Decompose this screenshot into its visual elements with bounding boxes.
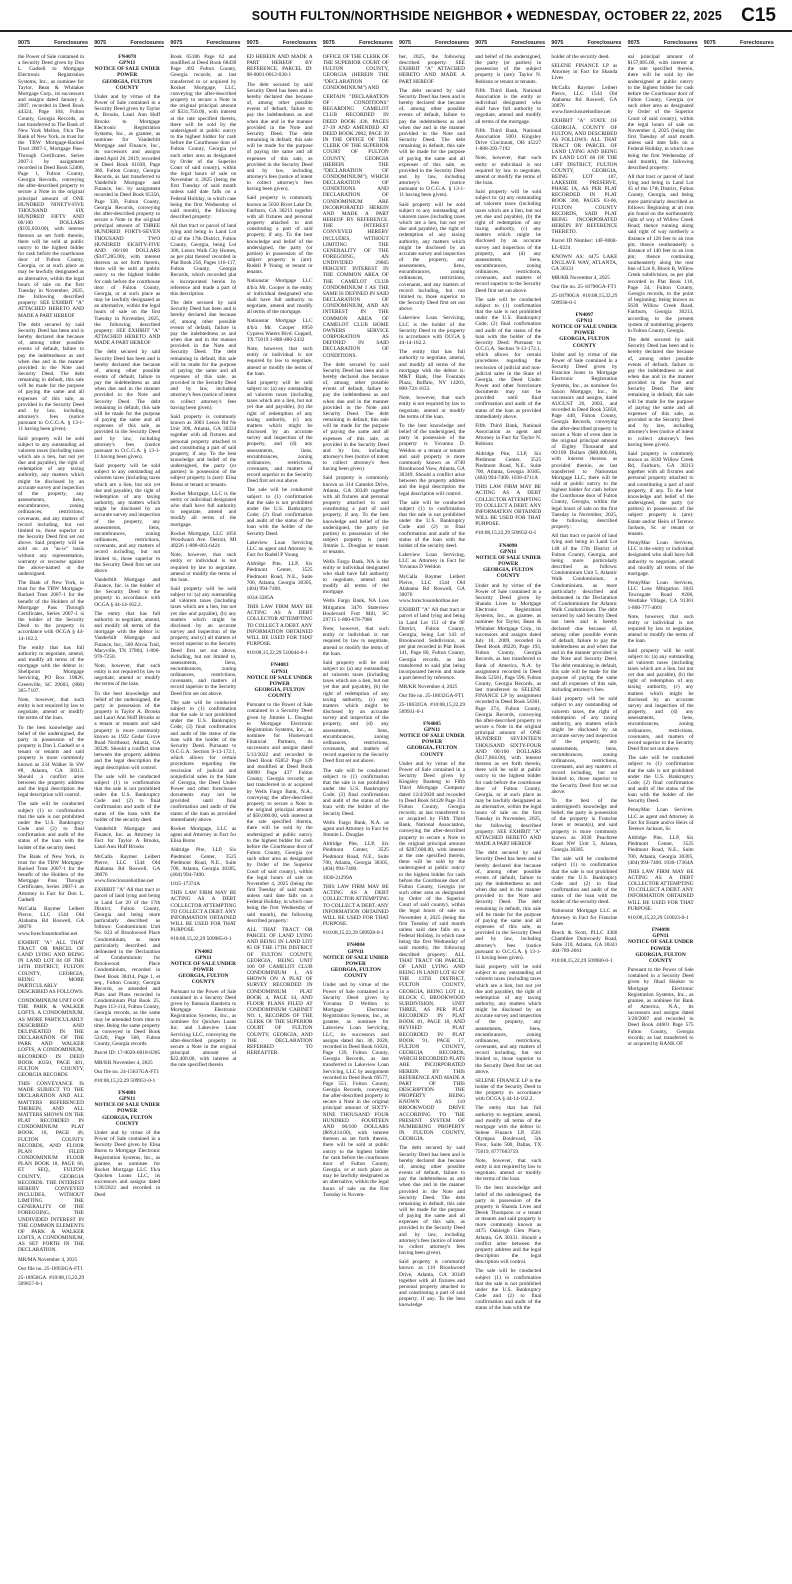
notice-paragraph: Aldridge Pite, LLP, Six Piedmont Center, 3525 Piedmont Road, N.E., Suite 700, Atlanta, Georgia 30305, (404) 994-7400. 1038-4711A xyxy=(475,450,542,482)
column-header xyxy=(94,40,164,47)
notice-heading-line: FN4078 xyxy=(118,54,137,60)
legal-notice-columns xyxy=(18,54,778,1574)
notice-heading-line: GPN11 xyxy=(423,726,441,733)
notice-paragraph: Nationstar Mortgage LLC as Attorney in Fact for Francine Jones xyxy=(551,908,618,927)
notice-paragraph: the Power of Sale contained in a Security Deed given by Don L. Gadsell to Mortgage Electronic Registration Systems, Inc., as nominee for Taylor, Bean & Whitaker Mortgage Corp., its successors and assigns dated January 4, 2007, recorded in Deed Book 44324, Page 104, Fulton County, Georgia Records, as last transferred to The Bank of New York Mellon, f/k/a The Bank of New York, in trust for the TBW Mortgage-Backed Trust 2007-1, Mortgage Pass-Through Certificates, Series 2007-1 by assignment recorded in Deed Book 52406, Page 1, Fulton County, Georgia Records, conveying the after-described property to secure a Note in the original principal amount of ONE HUNDRED NINETY-FIVE THOUSAND SIX HUNDRED FIFTY AND 00/100 DOLLARS ($195,650.00), with interest thereon as set forth therein, there will be sold at public outcry to the highest bidder for cash before the courthouse door of Fulton County, Georgia, or at such place as may be lawfully designated as an alternative, within the legal hours of sale on the first Tuesday in November, 2025, the following described property: SEE EXHIBIT "A" ATTACHED HERETO AND MADE A PART HEREOF xyxy=(18,54,84,319)
notice-paragraph: Aldridge Pite, LLP, Six Piedmont Center, 3525 Piedmont Road, N.E., Suite 700, Atlanta, Georgia 30305, (404) 994-7400. 1030-17364A xyxy=(627,835,694,866)
notice-heading-line: FN4081 xyxy=(118,1090,137,1096)
notice-paragraph: #10:08,15,22,29 509980-0-1 xyxy=(551,957,613,964)
section-label: Foreclosures xyxy=(54,40,88,46)
legal-notice xyxy=(170,54,236,943)
notice-paragraph: Note, however, that such entity or individual is not required by law to negotiate, amend or modify the terms of the loan. xyxy=(170,552,237,583)
section-number: 9075 xyxy=(322,40,335,46)
notice-heading xyxy=(247,662,313,699)
section-number: 9075 xyxy=(551,40,564,46)
notice-paragraph: The sale will be conducted subject (1) to confirmation that the sale is not prohibited under the U.S. Bankruptcy Code and (2) to final confirmation and audit of the status of the loan with the holder of the security deed. xyxy=(18,801,84,851)
notice-paragraph: Note, however, that such entity is not required by law to negotiate, amend or modify the terms of the loan. xyxy=(18,696,84,722)
section-number: 9075 xyxy=(703,40,716,46)
notice-paragraph: Said property will be sold subject to: (a) any outstanding ad valorem taxes (including taxes which are a lien, but not yet due and payable), (b) the right of redemption of any taxing authority, (c) any matters which might be disclosed by an accurate survey and inspection of the property, and (d) any assessments, liens, encumbrances, zoning ordinances, restrictions, covenants, and matters of record superior to the Security Deed first set out above. xyxy=(246,379,313,485)
notice-paragraph: Said property will be sold subject to: (a) any outstanding ad valorem taxes (including taxes which are a lien, but not yet due and payable), (b) the right of redemption of any taxing authority, (c) any matters which might be disclosed by an accurate survey and inspection of the property, and (d) any assessments, liens, encumbrances, zoning ordinances, restrictions, covenants, and matters of record superior to the Security Deed first set out above. xyxy=(627,647,694,753)
notice-paragraph: and belief of the undersigned, the party (or parties) in possession of the subject property is (are): Taylor N. Robison or tenant or tenants. xyxy=(475,54,542,85)
notice-heading xyxy=(628,927,694,964)
notice-paragraph: The sale will be conducted subject to (1) confirmation that the sale is not prohibited under the U.S. Bankruptcy Code; (2) final confirmation and audit of the status of the loan with the holder of the Security Deed. xyxy=(246,487,313,537)
section-number: 9075 xyxy=(18,40,30,46)
notice-paragraph: #10:08,15,22,29 510044-0-1 xyxy=(246,650,308,657)
notice-paragraph: Fifth Third Bank, National Association is the entity or individual designated who shall have full authority to negotiate, amend and modify all terms of the mortgage. xyxy=(475,87,542,125)
notice-paragraph: Vanderbilt Mortgage and Finance, Inc. as Attorney in Fact for Taylor A Brooks, Lauri Ann Huff Brooks xyxy=(94,825,161,851)
notice-paragraph: The debt secured by said Security Deed has been and is hereby declared due because of, among other possible events of default, failure to pay the indebtedness as and when due and in the manner provided in the Note and Security Deed. The debt remaining in default, this sale will be made for the purpose of paying the same and all expenses of this sale, as provided in the Security Deed and by law, including attorney's fees (notice of intent to collect attorney's fees having been given). xyxy=(399,1145,465,1257)
section-label: Foreclosures xyxy=(587,40,622,46)
notice-heading-line: GEORGIA, FULTON COUNTY xyxy=(483,567,534,580)
notice-paragraph: Fifth Third Bank, National Association as agent and Attorney in Fact for Taylor N. Robison xyxy=(475,422,542,448)
notice-paragraph: #10:08,15,22,29 509928-0-1 xyxy=(322,930,384,937)
section-label: Foreclosures xyxy=(663,40,698,46)
notice-column xyxy=(18,54,84,1574)
notice-paragraph: THIS CONVEYANCE IS MADE SUBJECT TO THE DECLARATION AND ALL MATTERS REFERENCED THEREIN, AND ALL MATTERS SHOWN ON THE PLAT RECORDED IN CONDOMINIUM PLAT BOOK 18, PAGE 46, FULTON COUNTY RECORDS, AND FLOOR PLAN FILED CONDOMINIUM FLOOR PLAN BOOK 18, PAGE 66, ET SEQ., FULTON COUNTY, GEORGIA RECORDS. THE INTEREST HEREBY CONVEYED INCLUDES, WITHOUT LIMITING THE GENERALITY OF THE FOREGOING, THE UNDIVIDED INTEREST IN THE COMMON ELEMENTS OF PARK & WALKER LOFTS, A CONDOMINIUM, AS SET FORTH IN THE DECLARATION. xyxy=(18,1081,84,1254)
column-header xyxy=(551,40,621,47)
notice-paragraph: All that tract or parcel of land lying and being in Land Lot 42 of the 17th District, Fulton County, Georgia, being Lot 306, Lenox Walk City Homes, as per plat thereof recorded in Plat Book 256, Pages 116-117, Fulton County, Georgia Records, which recorded plat is incorporated herein by reference and made a part of this description. xyxy=(170,223,237,297)
notice-paragraph: SELENE FINANCE LP as Attorney in Fact for Shanda Lives xyxy=(551,63,618,82)
notice-paragraph: McCalla Raymer Leibert Pierce, LLC 1544 Old Alabama Rd Roswell, GA 30076 www.foreclosurehotline.net xyxy=(551,84,618,116)
notice-heading-line: GPN11 xyxy=(652,933,669,940)
notice-heading-line: GPN11 xyxy=(119,60,136,67)
notice-paragraph: 1030-21299A xyxy=(322,875,353,881)
notice-paragraph: EXHIBIT "A" All that tract or parcel of land lying and being in Land Lot 20 of the 17th District, Fulton County, Georgia and being more particularly described as follows: Condominium Unit No. 623 of Brookwood Place Condominium, as more particularly described and delineated in the Declaration of Condominium for Brookwood Place Condominium, recorded in Deed Book 38414, Page 1, et seq., Fulton County, Georgia Records, as amended and Plats and Plans recorded in Condominium Plat Book 25, Pages 113-114, Fulton County, Georgia records, as the same may be amended from time to time. Being the same property as conveyed in Deed Book 52420, Page 566, Fulton County, Georgia records. xyxy=(94,887,161,1048)
notice-heading-line: FN4082 xyxy=(194,948,213,955)
notice-paragraph: The debt secured by said Security Deed has been and is hereby declared due because of, among other possible events of default, failure to pay the indebtedness as and when due and in the manner provided in the Note and Security Deed. The debt remaining in default, this sale will be made for the purpose of paying the same and all expenses of this sale, as provided in the Security Deed and by law, including attorney's fees (notice of intent to collect attorney's fees having been given). xyxy=(246,81,313,193)
column-header xyxy=(323,40,393,47)
notice-column xyxy=(323,54,389,1574)
notice-paragraph: Lakeview Loan Servicing, LLC as Attorney in Fact for Yovanna D Weldon xyxy=(399,552,465,571)
section-label: Foreclosures xyxy=(739,40,774,46)
notice-paragraph: The sale will be conducted subject (1) to confirmation that the sale is not prohibited under the U.S. Bankruptcy Code and (2) to final confirmation and audit of the status of the loan with the holder of the security deed. xyxy=(551,856,618,906)
notice-paragraph: #10:08,15,22,29 509985-0-1 xyxy=(170,936,232,943)
notice-paragraph: The sale will be conducted subject to (1) confirmation that the sale is not prohibited under the U.S. Bankruptcy Code; (2) final confirmation and audit of the status of the loan with the holder of the Security Deed. Pursuant to O.C.G.A. Section 9-13-172.1, which allows for certain procedures regarding the rescission of judicial and non-judicial sales in the State of Georgia, the Deed Under Power and other foreclosure documents may not be provided until final confirmation and audit of the status of the loan as provided immediately above. xyxy=(475,296,542,420)
notice-column xyxy=(247,54,313,1574)
notice-paragraph: Under and by virtue of the Power of Sale contained in a Security Deed given by Kingsley Boateng to Fifth Third Mortgage Company dated 12/4/2020 and recorded in Deed Book 64128 Page 314 Fulton County, Georgia records; as last transferred to or acquired by Fifth Third Bank, National Association, conveying the after-described property to secure a Note in the original principal amount of $287,600.00, with interest at the rate specified therein, there will be sold by the undersigned at public outcry to the highest bidder for cash before the Courthouse door of Fulton County, Georgia (or such other area as designated by Order of the Superior Court of said county), within the legal hours of sale on November 4, 2025 (being the first Tuesday of said month unless said date falls on a Federal Holiday, in which case being the first Wednesday of said month), the following described property: ALL THAT TRACT OR PARCEL OF LAND LYING AND BEING IN LAND LOT 82 OF THE 13TH DISTRICT, FULTON COUNTY, GEORGIA, BEING LOT 14, BLOCK C, BROOKWOOD SUBDIVISION, UNIT THREE, AS PER PLAT RECORDED IN PLAT BOOK 81, PAGE 18, AND REVISED PLAT RECORDED IN PLAT BOOK 91, PAGE 17, FULTON COUNTY, GEORGIA RECORDS, WHICH RECORDED PLATS ARE INCORPORATED HEREIN BY THIS REFERENCE AND MADE A PART OF THIS DESCRIPTION. THE PROPERTY BEING KNOWN AS 110 BROOKWOOD DRIVE ACCORDING TO THE PRESENT SYSTEM OF NUMBERING PROPERTY IN FULTON COUNTY, GEORGIA. xyxy=(399,760,465,1143)
notice-paragraph: Wells Fargo Bank, NA Loss Mitigation 3476 Stateview Boulevard Fort Mill, SC 29715 1-800-678-7986 xyxy=(322,598,389,623)
notice-paragraph: nal principal amount of $157,085.00, with interest at the rate specified therein, there will be sold by the undersigned at public outcry to the highest bidder for cash before the Courthouse door of Fulton County, Georgia (or such other area as designated by Order of the Superior Court of said county), within the legal hours of sale on November 4, 2025 (being the first Tuesday of said month unless said date falls on a Federal Holiday, in which case being the first Wednesday of said month), the following described property: xyxy=(627,54,694,171)
notice-paragraph: Nationstar Mortgage LLC d/b/a Mr. Cooper 8950 Cypress Waters Blvd. Coppell, TX 75019 1-888-480-2432 xyxy=(246,318,313,343)
notice-paragraph: PennyMac Loan Services, LLC Loss Mitigation 3043 Townsgate Road #200, Westlake Village, CA 91361 1-800-777-4001 xyxy=(627,579,694,611)
column-headers xyxy=(18,40,778,50)
notice-paragraph: Rocket Mortgage, LLC is the entity or individual designated who shall have full authority to negotiate, amend and modify all terms of the mortgage. xyxy=(170,490,237,528)
notice-heading-line: GEORGIA, FULTON COUNTY xyxy=(254,687,305,700)
notice-paragraph: 25-18950GA #10:08,15,22,29 509857-0-1 xyxy=(18,1274,84,1287)
notice-paragraph: Said property will be sold subject to any outstanding ad valorem taxes (including taxes which are a lien, but not yet due and payable), the right of redemption of any taxing authority, any matters which might be disclosed by an accurate survey and inspection of the property, any assessments, liens, encumbrances, zoning ordinances, restrictions, covenants, and any matters of record including, but not limited to, those superior to the Security Deed first set out above. xyxy=(475,964,542,1075)
notice-column xyxy=(475,54,541,1574)
notice-paragraph: THIS LAW FIRM MAY BE ACTING AS A DEBT COLLECTOR ATTEMPTING TO COLLECT A DEBT. ANY INFORMATION OBTAINED WILL BE USED FOR THAT PURPOSE. xyxy=(170,890,237,934)
section-label: Foreclosures xyxy=(206,40,241,46)
notice-paragraph: The Bank of New York, in trust for the TBW Mortgage-Backed Trust 2007-1 for the benefit of the Holders of the Mortgage Pass Through Certificates, Series 2007-1 as Attorney in Fact for Don L. Gadsell xyxy=(18,853,84,903)
notice-heading xyxy=(399,721,465,758)
notice-paragraph: The Bank of New York, in trust for the TBW Mortgage-Backed Trust 2007-1 for the benefit of the Holders of the Mortgage Pass Through Certificates, Series 2007-1 is the holder of the Security Deed to the property in accordance with OCGA § 44-14-162.2. xyxy=(18,580,84,642)
section-number: 9075 xyxy=(246,40,259,46)
notice-paragraph: Note, however, that such entity or individual is not required by law to negotiate, amend or modify the terms of the loan. xyxy=(627,613,694,645)
notice-paragraph: Said property is commonly known as 110 Brookwood Drive, Atlanta, GA 30349 together with all fixtures and personal property attached to and constituting a part of said property, if any. To the best knowledge xyxy=(399,1259,465,1309)
notice-heading-line: NOTICE OF SALE UNDER POWER xyxy=(551,324,618,337)
notice-heading-line: NOTICE OF SALE UNDER POWER xyxy=(323,954,389,967)
notice-heading-line: FN4083 xyxy=(270,662,289,669)
notice-paragraph: Wells Fargo Bank, NA is the entity or individual designated who shall have full authority to negotiate, amend and modify all terms of the mortgage. xyxy=(322,558,389,596)
notice-paragraph: Under and by virtue of the Power of Sale contained in a Security Deed given by Taylor A. Brooks, Lauri Ann Huff Brooks to Mortgage Electronic Registration Systems, Inc., as grantee, as nominee for Vanderbilt Mortgage and Finance, Inc., its successors and assigns dated April 26, 2019, recorded in Deed Book 61038, Page 366, Fulton County, Georgia Records, as last transferred to Vanderbilt Mortgage and Finance, Inc. by assignment recorded in Deed Book 65356, Page 338, Fulton County, Georgia Records, conveying the after-described property to secure a Note in the original principal amount of THREE HUNDRED FORTY-SEVEN THOUSAND TWO HUNDRED EIGHTY-FIVE AND 00/100 DOLLARS ($347,285.00), with interest thereon as set forth therein, there will be sold at public outcry to the highest bidder for cash before the courthouse door of Fulton County, Georgia, or at such place as may be lawfully designated as an alternative, within the legal hours of sale on the first Tuesday in November, 2025, the following described property: SEE EXHIBIT "A" ATTACHED HERETO AND MADE A PART HEREOF xyxy=(94,93,161,347)
notice-paragraph: Wells Fargo Bank, N.A. as agent and Attorney in Fact for Jimmie L. Douglas xyxy=(322,819,389,839)
notice-paragraph: The sale will be conducted subject to (1) confirmation that the sale is not prohibited under the U.S. Bankruptcy Code; (2) final confirmation and audit of the status of the loan with the holder of the Security Deed. xyxy=(627,755,694,805)
notice-paragraph: To the best knowledge and belief of the undersigned, the party in possession of the property is Yovanna D. Weldon or a tenant or tenants and said property is more commonly known as 4740 Brookwood View, Atlanta, GA 30349. Should a conflict arise between the property address and the legal description the legal description will control. xyxy=(399,422,465,497)
notice-paragraph: Brock & Scott, PLLC 4360 Chamblee Dunwoody Road, Suite 310, Atlanta, GA 30341 404-789-2661 xyxy=(551,929,618,955)
notice-heading-line: NOTICE OF SALE UNDER POWER xyxy=(627,939,694,952)
section-label: Foreclosures xyxy=(358,40,393,46)
notice-paragraph: The entity that has full authority to negotiate, amend, and modify all terms of the mortgage with the debtor is: Selene Finance LP, 3501 Olympus Boulevard, 5th Floor, Suite 500, Dallas, TX 75019, 8777683759. xyxy=(475,1105,542,1155)
notice-heading-line: GPN11 xyxy=(500,548,517,555)
notice-paragraph: Said property is commonly known as 5630 Willow Creek Rd, Fairburn, GA 30213 together with all fixtures and personal property attached to and constituting a part of said property, if any. To the best knowledge and belief of the undersigned, the party (or parties) in possession of the subject property is (are): Estate and/or Heirs of Terence Jackson, Sr. or tenant or tenants. xyxy=(627,450,694,537)
notice-heading-line: FN4085 xyxy=(423,720,441,727)
notice-paragraph: PennyMac Loan Services, LLC as agent and Attorney in Fact for Estate and/or Heirs of Terence Jackson, Sr. xyxy=(627,807,694,832)
notice-paragraph: KNOWN AS: 4475 LAKE ENCLAVE WAY, ATLANTA, GA 30331 xyxy=(551,253,618,272)
notice-heading-line: GPN11 xyxy=(271,668,288,675)
notice-paragraph: Under and by virtue of the Power of Sale contained in a Security Deed given by Yovanna D Weldon to Mortgage Electronic Registration Systems, Inc., as grantee, as nominee for Lakeview Loan Servicing, LLC, its successors and assigns dated Jan. 30, 2020, recorded in Deed Book 61024, Page 139, Fulton County, Georgia Records, as last transferred to Lakeview Loan Servicing, LLC by assignment recorded in Deed Book 69577, Page 551, Fulton County, Georgia Records, conveying the after-described property to secure a Note in the original principal amount of SIXTY-NINE THOUSAND FOUR HUNDRED FOURTEEN AND 00/100 DOLLARS ($69,414.00), with interest thereon as set forth therein, there will be sold at public outcry to the highest bidder for cash before the courthouse door of Fulton County, Georgia, or at such place as may be lawfully designated as an alternative, within the legal hours of sale on the first Tuesday in Novem- xyxy=(322,982,389,1198)
notice-heading-line: FN4097 xyxy=(575,311,594,318)
notice-heading xyxy=(551,312,617,349)
section-number: 9075 xyxy=(399,40,411,46)
notice-heading-line: GEORGIA, FULTON COUNTY xyxy=(102,78,153,91)
notice-paragraph: To the best knowledge and belief of the undersigned, the party in possession of the property is Taylor A. Brooks and Lauri Ann Huff Brooks or a tenant or tenants and said property is more commonly known as 1922 Cedar Grove Road Northeast, Atlanta, GA 30328. Should a conflict arise between the property address and the legal description the legal description will control. xyxy=(94,690,161,771)
notice-paragraph: CERTAIN "DECLARATION OF CONDITIONS" REGARDING CAMELOT CLUB RECORDED IN DEED BOOK 436, PAGES 27-39 AND AMENDED AT DEED BOOK 2082, PAGE 39 IN THE OFFICE OF THE CLERK OF THE SUPERIOR COURT OF FULTON COUNTY, GEORGIA (HEREIN THE "DECLARATION OF CONDOMINIUM"), WHICH DECLARATION OF CONDITIONS AND DECLARATION OF CONDOMINIUM ARE INCORPORATED HEREIN AND MADE A PART HEREOF BY REFERENCE. THE INTEREST CONVEYED HEREBY INCLUDES, WITHOUT LIMITING THE GENERALITY OF THE FOREGOING, AN UNDIVIDED 29665 PERCENT INTEREST IN THE COMMON AREA OF THE CAMELOT CLUB CONDOMINIUM I AS THE SAME IS DEFINED IN SAID DECLARATION OF CONDOMINIUM, AND AN INTEREST IN THE COMMON AREA OF CAMELOT CLUB HOME OWNERS SERVICE CORPORATION AS DEFINED IN SAID DECLARATION OF CONDITIONS. xyxy=(322,93,389,359)
section-label: Foreclosures xyxy=(511,40,546,46)
notice-paragraph: Note, however, that such entity or individual is not required by law to negotiate, amend or modify the terms of the loan. xyxy=(246,346,313,377)
notice-paragraph: The debt secured by said Security Deed has been and is hereby declared due because of, among other possible events of default, failure to pay the indebtedness as and when due and in the manner provided in the Note and Security Deed. The debt remaining in default, this sale will be made for the purpose of paying the same and all expenses of this sale, as provided in the Security Deed and by law, including attorney's fees (notice of intent to collect attorney's fees having been given). xyxy=(170,300,237,411)
legal-notice xyxy=(399,721,465,1309)
legal-notice xyxy=(247,662,313,1056)
notice-column xyxy=(399,54,465,1574)
section-number: 9075 xyxy=(627,40,640,46)
notice-paragraph: The sale will be conducted subject (1) to confirmation that the sale is not prohibited under the U.S. Bankruptcy Code and (2) to final confirmation and audit of the status of the loan with the holder of the security deed. xyxy=(399,499,465,549)
notice-paragraph: McCalla Raymer Leibert Pierce, LLC 1544 Old Alabama Rd Roswell, GA 30076 www.foreclosurehotline.net xyxy=(399,573,465,605)
notice-column xyxy=(170,54,236,1574)
notice-paragraph: Note, however, that such entity is not required by law to negotiate, amend or modify the terms of the loan. xyxy=(94,663,161,688)
notice-paragraph: Parcel ID Number: 14F-0068-LL-0224 xyxy=(551,238,618,251)
section-number: 9075 xyxy=(475,40,488,46)
notice-paragraph: Note, however, that such entity is not required by law to negotiate, amend or modify the terms of the loan. xyxy=(475,1157,542,1183)
legal-notice xyxy=(18,54,84,1287)
notice-paragraph: Our file no. 24-15637GA-FT1 xyxy=(94,1068,160,1075)
legal-notice xyxy=(170,949,236,1069)
notice-paragraph: 25-18790GA #10:08,15,22,29 509936-0-1 xyxy=(551,293,618,306)
notice-heading xyxy=(94,54,160,91)
notice-paragraph: SELENE FINANCE LP is the holder of the Security Deed to the property in accordance with OCGA § 44-14-162.2. xyxy=(475,1077,542,1103)
column-header xyxy=(399,40,469,47)
notice-paragraph: MR/MA November 4, 2025 xyxy=(18,1256,78,1263)
notice-heading-line: NOTICE OF SALE UNDER POWER xyxy=(170,960,237,974)
notice-paragraph: ALL THAT TRACT OR PARCEL OF LAND LYING AND BEING IN LAND LOT 85 OF THE 17TH DISTRICT OF FULTON COUNTY, GEORGIA, BEING UNIT 106 OF CAMELOT CLUB CONDOMINIUM I, AS SHOWN ON A PLAT OF SURVEY RECORDED IN CONDOMINIUM PLAT BOOK 4, PAGE 34, AND FLOOR PLANS FILED AT CONDOMINIUM CABINET NO. 1, RECORDS OF THE CLERK OF THE SUPERIOR COURT OF FULTON COUNTY, GEORGIA, AND THE DECLARATION REFERRED TO HEREAFTER. xyxy=(246,926,313,1057)
notice-paragraph: 1015-17374A xyxy=(170,881,201,888)
column-header xyxy=(170,40,240,47)
column-header xyxy=(704,40,774,47)
notice-heading xyxy=(94,1090,160,1127)
section-label: Foreclosures xyxy=(130,40,165,46)
notice-paragraph: Pursuant to the Power of Sale contained in a Security Deed given by Ilamaria Bandeira to Mortgage Electronic Registration Systems, Inc., as nominee for Quicken Loans Inc. and Lakeview Loan Servicing LLC, conveying the after-described property to secure a Note in the original principal amount of $22,408.00, with interest at the rate specified therein xyxy=(170,988,237,1069)
column-header xyxy=(628,40,698,47)
notice-paragraph: Aldridge Pite, LLP, Six Piedmont Center, 3525 Piedmont Road, N.E., Suite 700, Atlanta, Georgia 30305, (404) 994-7400. xyxy=(170,847,237,878)
notice-paragraph: THIS LAW FIRM MAY BE ACTING AS A DEBT COLLECTOR ATTEMPTING TO COLLECT A DEBT. ANY INFORMATION OBTAINED WILL BE USED FOR THAT PURPOSE. xyxy=(627,868,694,912)
notice-paragraph: Note, however, that such entity is not required by law to negotiate, amend or modify the terms of the loan. xyxy=(399,395,465,420)
notice-heading-line: GPN11 xyxy=(195,954,212,961)
notice-paragraph: Said property is commonly known as 3003 Lenox Rd Ne Unit 306, Atlanta, GA 30324 together with all fixtures and personal property attached to and constituting a part of said property, if any. To the best knowledge and belief of the undersigned, the party (or parties) in possession of the subject property is (are): Elisa Burns or tenant or tenants. xyxy=(170,413,237,488)
notice-heading-line: FN4084 xyxy=(346,942,365,949)
notice-paragraph: The entity that has full authority to negotiate, amend, and modify all terms of the mortgage with the debtor is: Vanderbilt Mortgage and Finance, Inc., 500 Alcoa Trail, Maryville, TN 37804, 1-800-970-7250. xyxy=(94,610,161,660)
notice-heading-line: GPN11 xyxy=(347,948,364,955)
notice-paragraph: Said property will be sold subject to any outstanding ad valorem taxes (including taxes which are a lien, but not yet due and payable), the right of redemption of any taxing authority, any matters which might be disclosed by an accurate survey and inspection of the property, any assessments, liens, encumbrances, zoning ordinances, restrictions, covenants, and any matters of record including, but not limited to, those superior to the Security Deed first set out above. xyxy=(94,463,161,574)
legal-notice xyxy=(323,942,389,1197)
notice-paragraph: All that tract or parcel of land lying and being in Land Lot 148 of the 17th District of Fulton County, Georgia, and being more particularly described as follows: Condominium Unit 5, Atlantic Walk Condominium, a Condominium, as more particularly described and delineated in the Declaration of Condominium for Atlantic Walk Condominium. The debt secured by said Security Deed has been and is hereby declared due because of, among other possible events of default, failure to pay the indebtedness as and when due and in the manner provided in the Note and Security Deed. The debt remaining in default, this sale will be made for the purpose of paying the same and all expenses of this sale, including attorney's fees. xyxy=(551,533,618,694)
notice-heading xyxy=(475,543,541,580)
notice-paragraph: The debt secured by said Security Deed has been and is hereby declared due because of, among other possible events of default, failure to pay the indebtedness as and when due and in the manner provided in the Note and Security Deed. The debt remaining in default, this sale will be made for the purpose of paying the same and all expenses of this sale, as provided in the Security Deed and by law, including attorney's fees (notice pursuant to O.C.G.A. § 13-1-11 having been given). xyxy=(399,87,465,199)
notice-paragraph: ber, 2025, the following described property: SEE EXHIBIT "A" ATTACHED HERETO AND MADE A PART HEREOF xyxy=(399,54,465,85)
masthead-title: SOUTH FULTON/NORTHSIDE NEIGHBOR ♦ WEDNESDAY, OCTOBER 22, 2025 xyxy=(251,9,722,23)
notice-paragraph: MR/KR November 4, 2025 xyxy=(94,1059,153,1066)
notice-paragraph: The entity that has full authority to negotiate, amend, and modify all terms of the mortgage with the debtor is: M&T Bank, One Fountain Plaza, Buffalo, NY 14203, 800-724-1633. xyxy=(399,349,465,393)
notice-paragraph: Said property will be sold subject to: (a) any outstanding ad valorem taxes (including taxes which are a lien, but not yet due and payable), (b) any matters which might be disclosed by an accurate survey and inspection of the property, and (c) all matters of record superior to the Security Deed first set out above, including, but not limited to, assessments, liens, encumbrances, zoning ordinances, restrictions, covenants, and matters of record superior to the Security Deed first set out above. xyxy=(170,585,237,697)
notice-paragraph: Said property will be sold subject to any outstanding ad valorem taxes (including taxes which are a lien, but not yet due and payable), the right of redemption of any taxing authority, any matters which might be disclosed by an accurate survey and inspection of the property, any assessments, liens, encumbrances, zoning ordinances, restrictions, covenants, and any matters of record including, but not limited to, those superior to the Security Deed first set out above. Said property will be sold on an "as-is" basis without any representation, warranty or recourse against the above-named or the undersigned. xyxy=(18,435,84,577)
notice-paragraph: #10:08,15,22,29 509932-0-1 xyxy=(475,530,537,537)
notice-paragraph: To the best knowledge and belief of the undersigned, the party in possession of the property is Don L Gadsell or a tenant or tenants and said property is more commonly known as 334 Walker St SW #8, Atlanta, GA 30313. Should a conflict arise between the property address and the legal description the legal description will control. xyxy=(18,724,84,799)
notice-paragraph: #10:08,15,22,29 510023-0-1 xyxy=(627,914,689,921)
notice-paragraph: The debt secured by said Security Deed has been and is hereby declared due because of, among other possible events of default, failure to pay the indebtedness as and when due and in the manner provided in the Note and Security Deed. The debt remaining in default, this sale will be made for the purpose of paying the same and all expenses of this sale, as provided in the Security Deed and by law, including attorney's fees (notice pursuant to O.C.G.A. § 13-1-11 having been given). xyxy=(475,850,542,961)
notice-paragraph: The sale will be conducted subject (1) to confirmation that the sale is not prohibited under the U.S. Bankruptcy Code and (2) to final confirmation and audit of the status of the loan with the xyxy=(475,1268,542,1312)
legal-notice xyxy=(628,54,694,921)
legal-notice xyxy=(551,54,617,306)
notice-paragraph: Pursuant to the Power of Sale contained in a Security Deed given by Jimmie L. Douglas to Mortgage Electronic Registration Systems, Inc., as nominee for Homeward Financial Partners, its successors and assigns dated 5/13/2022 and recorded in Deed Book 65852 Page 139 and modified at Deed Book 68099 Page 437 Fulton County, Georgia records; as last transferred to or acquired by Wells Fargo Bank, N.A., conveying the after-described property to secure a Note in the original principal amount of $56,000.00, with interest at the rate specified therein, there will be sold by the undersigned at public outcry to the highest bidder for cash before the Courthouse door of Fulton County, Georgia (or such other area as designated by Order of the Superior Court of said county), within the legal hours of sale on November 4, 2025 (being the first Tuesday of said month unless said date falls on a Federal Holiday, in which case being the first Wednesday of said month), the following described property: xyxy=(246,702,313,924)
notice-paragraph: OFFICE OF THE CLERK OF THE SUPERIOR COURT OF FULTON COUNTY, GEORGIA (HEREIN THE "DECLARATION OF CONDOMINIUM") AND xyxy=(322,54,389,91)
notice-paragraph: Book 65186 Page 62 and modified at Deed Book 68438 Page 492 Fulton County, Georgia records; as last transferred to or acquired by Rocket Mortgage, LLC, conveying the after-described property to secure a Note in the original principal amount of $331,750.00, with interest at the rate specified therein, there will be sold by the undersigned at public outcry to the highest bidder for cash before the Courthouse door of Fulton County, Georgia (or such other area as designated by Order of the Superior Court of said county), within the legal hours of sale on November 4, 2025 (being the first Tuesday of said month unless said date falls on a Federal Holiday, in which case being the first Wednesday of said month), the following described property: xyxy=(170,54,237,221)
notice-heading xyxy=(323,942,389,979)
legal-notice xyxy=(323,54,389,936)
notice-paragraph: Note, however, that such entity or individual is not required by law to negotiate, amend or modify the terms of the loan. xyxy=(322,626,389,657)
notice-paragraph: Nationstar Mortgage LLC d/b/a Mr. Cooper is the entity or individual designated who shall have full authority to negotiate, amend and modify all terms of the mortgage. xyxy=(246,278,313,316)
legal-notice xyxy=(628,927,694,1047)
notice-paragraph: Said property is commonly known as 314 Camelot Drive, Atlanta, GA 30349 together with all fixtures and personal property attached to and constituting a part of said property, if any. To the best knowledge and belief of the undersigned, the party (or parties) in possession of the subject property is (are): Jimmie L. Douglas or tenant or tenants. xyxy=(322,475,389,556)
notice-paragraph: MR/KR November 4, 2025 xyxy=(551,275,610,282)
notice-paragraph: Said property is commonly known as 5030 River Lake Dr, Fairburn, GA 30213 together with all fixtures and personal property attached to and constituting a part of said property, if any. To the best knowledge and belief of the undersigned, the party (or parties) in possession of the subject property is (are): Rudell P Young or tenant or tenants. xyxy=(246,195,313,276)
notice-paragraph: 25-18632GA #10:08,15,22,29 509931-0-1 xyxy=(399,702,465,715)
section-number: 9075 xyxy=(170,40,183,46)
notice-paragraph: Our file no. 25-18790GA-FT1 xyxy=(551,284,617,291)
page-number: C15 xyxy=(741,5,776,26)
notice-heading-line: FN4098 xyxy=(651,927,670,934)
notice-paragraph: THIS LAW FIRM MAY BE ACTING AS A DEBT COLLECTOR ATTEMPTING TO COLLECT A DEBT. ANY INFORMATION OBTAINED WILL BE USED FOR THAT PURPOSE. xyxy=(322,884,389,928)
notice-paragraph: The sale will be conducted subject to (1) confirmation that the sale is not prohibited under the U.S. Bankruptcy Code; (2) final confirmation and audit of the status of the loan with the holder of the Security Deed. xyxy=(322,767,389,817)
notice-column xyxy=(551,54,617,1574)
notice-paragraph: THIS LAW FIRM MAY BE ACTING AS A DEBT COLLECTOR ATTEMPTING TO COLLECT A DEBT. ANY INFORMATION OBTAINED WILL BE USED FOR THAT PURPOSE. xyxy=(246,604,313,648)
notice-paragraph: PennyMac Loan Services, LLC is the entity or individual designated who shall have full authority to negotiate, amend and modify all terms of the mortgage. xyxy=(627,540,694,577)
notice-paragraph: The sale will be conducted subject to (1) confirmation that the sale is not prohibited under the U.S. Bankruptcy Code; (2) final confirmation and audit of the status of the loan with the holder of the Security Deed. Pursuant to O.C.G.A. Section 9-13-172.1, which allows for certain procedures regarding the rescission of judicial and nonjudicial sales in the State of Georgia, the Deed Under Power and other foreclosure documents may not be provided until final confirmation and audit of the status of the loan as provided immediately above. xyxy=(170,699,237,823)
notice-paragraph: holder of the security deed. xyxy=(551,54,610,60)
notice-heading-line: GEORGIA, FULTON COUNTY xyxy=(406,745,458,758)
notice-paragraph: The debt secured by said Security Deed has been and is hereby declared due because of, among other possible events of default, failure to pay the indebtedness as and when due and in the manner provided in the Note and Security Deed. The debt remaining in default, this sale will be made for the purpose of paying the same and all expenses of this sale, as provided in the Security Deed and by law, including attorney's fees (notice of intent to collect attorney's fees having been given). xyxy=(322,361,389,473)
notice-paragraph: The debt secured by said Security Deed has been and is hereby declared due because of, among other possible events of default, failure to pay the indebtedness as and when due and in the manner provided in the Note and Security Deed. The debt remaining in default, this sale will be made for the purpose of paying the same and all expenses of this sale, as provided in the Security Deed and by law, including attorney's fees (notice of intent to collect attorney's fees having been given). xyxy=(627,337,694,448)
notice-heading-line: GEORGIA, FULTON COUNTY xyxy=(635,951,686,964)
notice-paragraph: The entity that has full authority to negotiate, amend, and modify all terms of the mortgage with the debtor is: Shellpoint Mortgage Servicing, PO Box 10826, Greenville, SC 29603, (800) 365-7107. xyxy=(18,644,84,694)
notice-heading-line: GEORGIA, FULTON COUNTY xyxy=(330,967,381,980)
notice-paragraph: Rocket Mortgage, LLC as agent and Attorney in Fact for Elisa Burns xyxy=(170,825,237,845)
notice-heading-line: NOTICE OF SALE UNDER POWER xyxy=(94,1102,160,1115)
notice-paragraph: To the best knowledge and belief of the undersigned, the party in possession of the property is Shanda Lives and Derek Thompson or a tenant or tenants and said property is more commonly known as 4475 Oakleigh Glen Place, Atlanta, GA 30331. Should a conflict arise between the property address and the legal description the legal description will control. xyxy=(475,1185,542,1266)
notice-paragraph: All that tract or parcel of land lying and being in Land Lot 45 of the 17th District, Fulton County, Georgia, and being more particularly described as follows: Beginning at an iron pin found on the northeasterly right of way of Willow Creek Road; thence running along said right of way northerly a distance of 128 feet to an iron pin; thence southeasterly a distance of 140 feet to an iron pin; thence continuing southeasterly along the rear line of Lot 8, Block B, Willow Creek subdivision, as per plat recorded in Plat Book 116, Page 34, Fulton County, Georgia records, to the point of beginning; being known as 5630 Willow Creek Road, Fairburn, Georgia 30213, according to the present system of numbering property in Fulton County, Georgia. xyxy=(627,173,694,334)
notice-paragraph: To the best of the undersigned's knowledge and belief, the party in possession of the property is Francine Jones or tenant(s), and said property is more commonly known as 3030 Peachtree Road NW Unit 5, Atlanta, Georgia 30305. xyxy=(551,797,618,854)
notice-heading-line: NOTICE OF SALE UNDER POWER xyxy=(246,674,313,687)
column-header xyxy=(247,40,317,47)
notice-heading-line: NOTICE OF SALE UNDER POWER xyxy=(94,66,160,79)
notice-paragraph: Said property will be sold subject to any outstanding ad valorem taxes (including taxes which are a lien, but not yet due and payable), the right of redemption of any taxing authority, any matters which might be disclosed by an accurate survey and inspection of the property, any assessments, liens, encumbrances, zoning ordinances, restrictions, covenants, and any matters of record including, but not limited to, those superior to the Security Deed first set out above. xyxy=(399,201,465,313)
notice-paragraph: Parcel ID: 17-0020-0018-0205 xyxy=(94,1050,161,1057)
notice-paragraph: Note, however, that such entity or individual is not required by law to negotiate, amend or modify the terms of the loan. xyxy=(475,155,542,186)
notice-paragraph: McCalla Raymer Leibert Pierce, LLC 1544 Old Alabama Rd Roswell, GA 30076 www.foreclosurehotline.net xyxy=(94,853,161,885)
notice-heading-line: NOTICE OF SALE UNDER POWER xyxy=(399,733,465,746)
notice-paragraph: Pursuant to the Power of Sale contained in a Security Deed given by Jihad Hooker to Mortgage Electronic Registration Systems, Inc., as grantee, as nominee for Bank of America, N.A., its successors and assigns dated 3/28/2007 and recorded in Deed Book 44601 Page 575 Fulton County, Georgia records; as last transferred to or acquired by BANK OF xyxy=(627,967,694,1047)
notice-paragraph: Aldridge Pite, LLP, Six Piedmont Center, 3525 Piedmont Road, N.E., Suite 700, Atlanta, Georgia 30305, (404) 994-7400. xyxy=(322,841,389,872)
notice-heading-line: GEORGIA, FULTON COUNTY xyxy=(559,336,610,349)
notice-paragraph: Our file no. 25-18950GA-FT1 xyxy=(18,1265,84,1272)
notice-paragraph: Lakeview Loan Servicing LLC as agent and Attorney in Fact for Rudell P Young xyxy=(246,539,313,559)
column-header xyxy=(475,40,545,47)
notice-paragraph: The debt secured by said Security Deed has been and is hereby declared due because of, among other possible events of default, failure to pay the indebtedness as and when due and in the manner provided in the Note and Security Deed. The debt remaining in default, this sale will be made for the purpose of paying the same and all expenses of this sale, as provided in the Security Deed and by law, including attorney's fees (notice pursuant to O.C.G.A. § 13-1-11 having been given). xyxy=(18,321,84,433)
notice-column xyxy=(628,54,694,1574)
section-label: Foreclosures xyxy=(282,40,317,46)
notice-paragraph: EXHIBIT "A" All that tract or parcel of land lying and being in Land Lot 151 of the 9F District, Fulton County, Georgia, being Lot 143 of Brookwood Subdivision, as per plat recorded in Plat Book 141, Page 80, Fulton County, Georgia records, as last transferred to said plat being incorporated herein and made a part hereof by reference. xyxy=(399,607,465,681)
notice-paragraph: Aldridge Pite, LLP, Six Piedmont Center, 3525 Piedmont Road, N.E., Suite 700, Atlanta, Georgia 30305, (404) 994-7400. xyxy=(246,561,313,592)
column-header xyxy=(18,40,88,47)
notice-paragraph: THIS LAW FIRM MAY BE ACTING AS A DEBT COLLECTOR ATTEMPTING TO COLLECT A DEBT. ANY INFORMATION OBTAINED WILL BE USED FOR THAT PURPOSE. xyxy=(475,484,542,528)
section-number: 9075 xyxy=(94,40,107,46)
legal-notice xyxy=(475,54,541,537)
section-label: Foreclosures xyxy=(435,40,469,46)
notice-heading-line: FN4090 xyxy=(499,542,518,549)
notice-paragraph: EXHIBIT "A" ALL THAT TRACT OR PARCEL OF LAND LYING AND BEING IN LAND LOT 84 OF THE 14TH DISTRICT, FULTON COUNTY, GEORGIA, BEING MORE PARTICULARLY DESCRIBED AS FOLLOWS: xyxy=(18,939,84,995)
masthead xyxy=(0,0,792,32)
notice-paragraph: #10:08,15,22,29 509951-0-1 xyxy=(94,1077,156,1084)
notice-heading-line: GEORGIA, FULTON COUNTY xyxy=(178,973,229,986)
legal-notice xyxy=(399,54,465,715)
legal-notice xyxy=(94,1090,160,1198)
notice-paragraph: The debt secured by said Security Deed has been and is hereby declared due because of, among other possible events of default, failure to pay the indebtedness as and when due and in the manner provided in the Note and Security Deed. The debt remaining in default, this sale will be made for the purpose of paying the same and all expenses of this sale, as provided in the Security Deed and by law, including attorney's fees (notice pursuant to O.C.G.A. § 13-1-11 having been given). xyxy=(94,349,161,460)
notice-paragraph: Under and by virtue of the Power of Sale contained in a Security Deed given by Francine Jones to Mortgage Electronic Registration Systems, Inc., as nominee for Saxon Mortgage, Inc., its successors and assigns, dated AUGUST 26, 2003, and recorded in Deed Book 35858, Page 448, Fulton County, Georgia Records, conveying the after-described property to secure a Note of even date in the original principal amount of Eighty Thousand and 00/100 Dollars ($80,000.00), with interest thereon as provided therein, as last transferred to Nationstar Mortgage LLC, there will be sold at public outcry to the highest bidder for cash before the Courthouse door of Fulton County, Georgia, within the legal hours of sale on the first Tuesday in November, 2025, the following described property: xyxy=(551,351,618,531)
notice-column xyxy=(94,54,160,1574)
notice-paragraph: Under and by virtue of the Power of Sale contained in a Security Deed given by Shanda Lives to Mortgage Electronic Registration Systems, Inc., as grantee, as nominee for Taylor, Bean & Whitaker Mortgage Corp., its successors and assigns dated July 10, 2009, recorded in Deed Book 48220, Page 193, Fulton County, Georgia Records, as last transferred to Bank of America, N.A. by assignment recorded in Deed Book 52581, Page 596, Fulton County, Georgia Records, as last transferred to SELENE FINANCE LP by assignment recorded in Deed Book 54381, Page 274, Fulton County, Georgia Records, conveying the after-described property to secure a Note in the original principal amount of ONE HUNDRED SEVENTEEN THOUSAND SIXTY-FOUR AND 00/100 DOLLARS ($117,064.00), with interest thereon as set forth therein, there will be sold at public outcry to the highest bidder for cash before the courthouse door of Fulton County, Georgia, or at such place as may be lawfully designated as an alternative, within the legal hours of sale on the first Tuesday in November, 2025, the following described property: SEE EXHIBIT "A" ATTACHED HERETO AND MADE A PART HEREOF xyxy=(475,582,542,848)
notice-paragraph: McCalla Raymer Leibert Pierce, LLC 1544 Old Alabama Rd Roswell, GA 30076 www.foreclosurehotline.net xyxy=(18,905,84,937)
notice-heading-line: GPN11 xyxy=(119,1096,136,1103)
notice-paragraph: ED HEREIN AND MADE A PART HEREOF BY REFERENCE. PARCEL ID: 08-0001-0012-030-1 xyxy=(246,54,313,79)
notice-heading xyxy=(170,949,236,986)
notice-paragraph: Under and by virtue of the Power of Sale contained in a Security Deed given by Elisa Burns to Mortgage Electronic Registration Systems, Inc., as grantee, as nominee for Rocket Mortgage LLC f/k/a Quicken Loans LLC, its successors and assigns dated 1/28/2022 and recorded in Deed xyxy=(94,1129,161,1198)
legal-notice xyxy=(551,312,617,964)
notice-paragraph: 1034-3285A xyxy=(246,594,274,601)
notice-paragraph: Said property will be sold subject to: (a) any outstanding ad valorem taxes (including taxes which are a lien, but not yet due and payable), (b) the right of redemption of any taxing authority, (c) any matters which might be disclosed by an accurate survey and inspection of the property, and (d) any assessments, liens, encumbrances, zoning ordinances, restrictions, covenants, and matters of record superior to the Security Deed first set out above. xyxy=(322,659,389,765)
legal-notice xyxy=(247,54,313,656)
notice-paragraph: CONDOMINIUM UNIT 8 OF THE PARK & WALKER LOFTS, A CONDOMINIUM, AS MORE PARTICULARLY DESCRIBED AND DELINEATED IN THE DECLARATION OF THE PARK AND WALKER LOFTS, A CONDOMINIUM, RECORDED IN DEED BOOK 40350, PAGE 481, FULTON COUNTY, GEORGIA RECORDS xyxy=(18,998,84,1078)
notice-heading-line: NOTICE OF SALE UNDER POWER xyxy=(475,554,541,568)
notice-paragraph: Said property will be sold subject to any outstanding ad valorem taxes, the right of redemption of any taxing authority, any matters which might be disclosed by an accurate survey and inspection of the property, any assessments, liens, encumbrances, zoning ordinances, restrictions, covenants, and any matters of record including, but not limited to, those superior to the Security Deed first set out above. xyxy=(551,696,618,795)
notice-paragraph: Vanderbilt Mortgage and Finance, Inc. is the holder of the Security Deed to the property in accordance with OCGA § 44-14-162.2. xyxy=(94,576,161,608)
notice-paragraph: Fifth Third Bank, National Association 5001 Kingsley Drive Cincinnati, OH 45227 1-888-393-7192 xyxy=(475,127,542,153)
legal-notice xyxy=(94,54,160,1084)
notice-paragraph: MR/KR November 4, 2025 xyxy=(399,684,458,691)
notice-heading-line: GEORGIA, FULTON COUNTY xyxy=(102,1114,153,1127)
notice-paragraph: EXHIBIT "A" STATE OF GEORGIA, COUNTY OF FULTON, AND DESCRIBED AS FOLLOWS: ALL THAT TRACT OR PARCEL OF LAND LYING AND BEING IN LAND LOT 68 OF THE 14FF DISTRICT, FULTON COUNTY, GEORGIA, BEING LOT 107, LAKESIDE PRESERVE, PHASE IA, AS PER PLAT RECORDED IN PLAT BOOK 300, PAGES 63-66, FULTON COUNTY RECORDS, SAID PLAT BEING INCORPORATED HEREIN BY REFERENCE THERETO. xyxy=(551,118,618,236)
notice-heading-line: GPN11 xyxy=(576,317,593,324)
notice-paragraph: Said property will be sold subject to: (a) any outstanding ad valorem taxes (including taxes which are a lien, but not yet due and payable), (b) the right of redemption of any taxing authority, (c) any matters which might be disclosed by an accurate survey and inspection of the property, and (d) any assessments, liens, encumbrances, zoning ordinances, restrictions, covenants, and matters of record superior to the Security Deed first set out above. xyxy=(475,189,542,294)
legal-notice xyxy=(475,543,541,1312)
notice-paragraph: Our file no. 25-18632GA-FT1 xyxy=(399,693,465,700)
notice-paragraph: The sale will be conducted subject (1) to confirmation that the sale is not prohibited under the U.S. Bankruptcy Code and (2) to final confirmation and audit of the status of the loan with the holder of the security deed. xyxy=(94,773,161,823)
notice-paragraph: Lakeview Loan Servicing, LLC is the holder of the Security Deed to the property in accordance with OCGA § 44-14-162.2. xyxy=(399,315,465,347)
notice-paragraph: Rocket Mortgage, LLC 1050 Woodward Ave. Detroit, MI 48226 1-888-663-6424 xyxy=(170,530,237,550)
